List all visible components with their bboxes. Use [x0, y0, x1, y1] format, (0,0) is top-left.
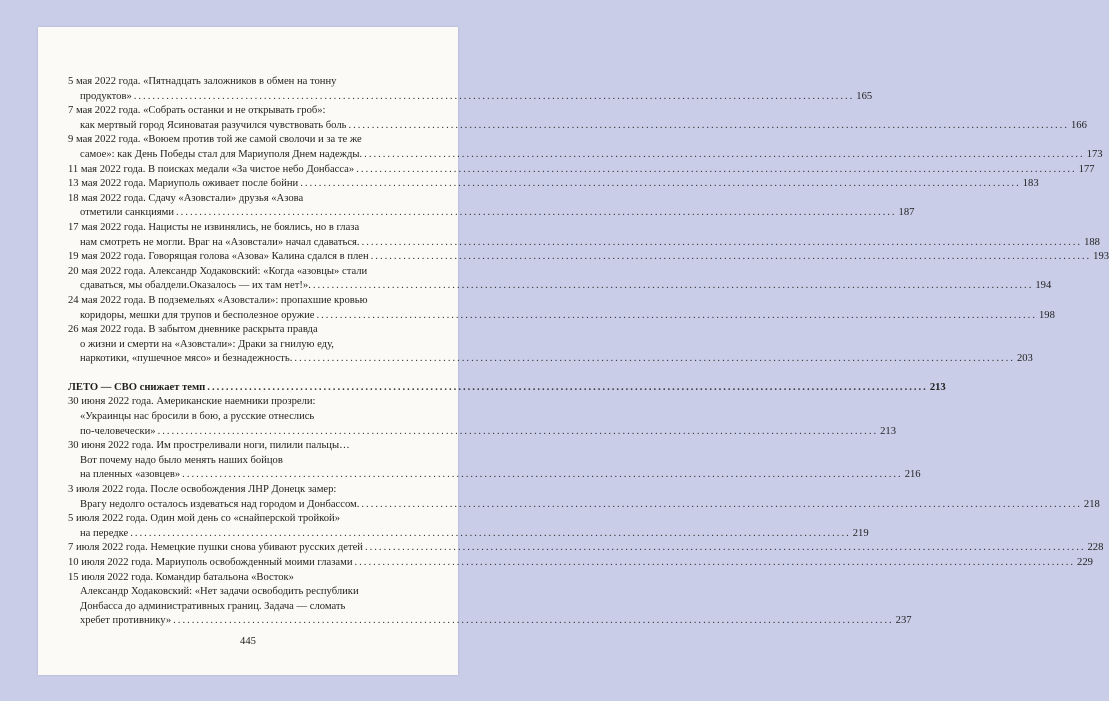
dot-leader [348, 119, 1069, 134]
toc-entry [68, 192, 915, 221]
toc-line: «Украинцы нас бросили в бою, а русские отнеслись [80, 411, 315, 423]
toc-summer-entries [68, 395, 1104, 629]
dot-leader [207, 381, 928, 396]
entry-title: продуктов» [80, 90, 132, 102]
dot-leader [364, 148, 1085, 163]
toc-spring-entries [68, 75, 1109, 367]
section-page-number: 213 [929, 381, 946, 393]
toc-entry [68, 221, 1100, 250]
entry-page-number: 177 [1078, 163, 1095, 175]
entry-title: на передке [80, 527, 129, 539]
entry-page-number: 229 [1077, 557, 1093, 568]
dot-leader [294, 352, 1015, 367]
entry-page-number: 237 [895, 615, 912, 627]
entry-title: самое»: как День Победы стал для Мариуполя Днем надежды. [80, 148, 363, 160]
entry-title: коридоры, мешки для трупов и бесполезное оружие [80, 309, 315, 321]
toc-line [68, 236, 1100, 251]
toc-line [68, 556, 1093, 571]
entry-page-number: 166 [1070, 119, 1087, 131]
toc-line: Донбасса до административных границ. Задача — сломать [80, 600, 346, 612]
toc-entry [68, 439, 921, 483]
toc-line: 3 июля 2022 года. После освобождения ЛНР Донецк замер: [68, 484, 337, 496]
toc-line: 18 мая 2022 года. Сдачу «Азовстали» друзья «Азова [68, 192, 304, 204]
toc-line [68, 498, 1100, 513]
entry-page-number: 193 [1093, 251, 1109, 263]
section-gap [68, 367, 430, 381]
toc-entry [68, 250, 1109, 265]
entry-page-number: 219 [852, 527, 869, 539]
entry-page-number: 173 [1086, 148, 1103, 160]
toc-line: о жизни и смерти на «Азовстали»: Драки за гнилую еду, [80, 338, 334, 350]
entry-title: хребет противнику» [80, 615, 172, 627]
toc-line [68, 250, 1109, 265]
dot-leader [361, 498, 1082, 513]
dot-leader [371, 250, 1092, 265]
toc-line [68, 381, 946, 396]
dot-leader [313, 279, 1034, 294]
entry-title: сдаваться, мы обалдели.Оказалось — их там нет!». [80, 280, 311, 292]
entry-page-number: 228 [1087, 542, 1104, 554]
toc-line [68, 614, 912, 629]
toc-line [68, 541, 1104, 556]
toc-entry [68, 556, 1093, 571]
toc-line: 17 мая 2022 года. Нацисты не извинялись, не боялись, но в глаза [68, 221, 360, 233]
dot-leader [173, 614, 894, 629]
entry-title: нам смотреть не могли. Враг на «Азовстали» начал сдаваться. [80, 236, 360, 248]
toc-line: 9 мая 2022 года. «Воюем против той же самой сволочи и за те же [68, 134, 362, 146]
toc-line: 30 июня 2022 года. Американские наемники прозрели: [68, 396, 316, 408]
entry-page-number: 183 [1022, 178, 1039, 190]
toc-entry [68, 483, 1100, 512]
toc-line: 5 мая 2022 года. «Пятнадцать заложников в обмен на тонну [68, 76, 337, 87]
toc-entry [68, 512, 869, 541]
dot-leader [355, 556, 1076, 571]
entry-page-number: 194 [1035, 280, 1052, 292]
book-page [38, 27, 1109, 675]
dot-leader [130, 527, 851, 542]
toc-line: 5 июля 2022 года. Один мой день со «снайперской тройкой» [68, 513, 340, 525]
toc-line: Александр Ходаковский: «Нет задачи освободить республики [80, 586, 359, 598]
entry-page-number: 203 [1016, 353, 1033, 365]
entry-page-number: 218 [1083, 498, 1100, 510]
toc-entry [68, 541, 1104, 556]
entry-title: наркотики, «пушечное мясо» и безнадежность. [80, 353, 293, 365]
toc-entry [68, 104, 1087, 133]
toc-entry [68, 163, 1095, 178]
dot-leader [300, 177, 1021, 192]
toc-line [68, 352, 1033, 367]
dot-leader [362, 236, 1083, 251]
dot-leader [182, 468, 903, 483]
toc-line [68, 309, 1055, 324]
toc-line [68, 279, 1052, 294]
toc-line [68, 177, 1039, 192]
entry-page-number: 198 [1038, 309, 1055, 321]
toc-section-heading [68, 381, 946, 396]
entry-title: 11 мая 2022 года. В поисках медали «За чистое небо Донбасса» [68, 163, 355, 175]
toc-entry [68, 571, 912, 629]
entry-page-number: 188 [1084, 236, 1100, 248]
dot-leader [176, 206, 897, 221]
toc-line [68, 90, 873, 105]
toc-line [68, 163, 1095, 178]
toc-entry [68, 133, 1103, 162]
toc-line [68, 119, 1087, 134]
dot-leader [365, 541, 1086, 556]
toc-line [68, 468, 921, 483]
entry-title: как мертвый город Ясиноватая разучился чувствовать боль [80, 119, 347, 131]
toc-line: Вот почему надо было менять наших бойцов [80, 454, 283, 466]
toc-entry [68, 395, 897, 439]
entry-title: 10 июля 2022 года. Мариуполь освобожденный моими глазами [68, 557, 353, 568]
entry-page-number: 187 [898, 207, 915, 219]
toc-line [68, 425, 897, 440]
toc-entry [68, 75, 873, 104]
toc-line: 20 мая 2022 года. Александр Ходаковский: «Когда «азовцы» стали [68, 265, 368, 277]
dot-leader [158, 425, 879, 440]
section-title: ЛЕТО — СВО снижает темп [68, 381, 206, 393]
toc-line [68, 148, 1103, 163]
entry-title: отметили санкциями [80, 207, 175, 219]
entry-title: по-человечески» [80, 425, 156, 437]
entry-title: на пленных «азовцев» [80, 469, 181, 481]
toc-entry [68, 177, 1039, 192]
entry-title: Врагу недолго осталось издеваться над городом и Донбассом. [80, 498, 360, 510]
entry-page-number: 213 [880, 425, 897, 437]
entry-title: 19 мая 2022 года. Говорящая голова «Азова» Калина сдался в плен [68, 251, 369, 263]
toc-entry [68, 265, 1052, 294]
toc-entry [68, 294, 1055, 323]
dot-leader [316, 309, 1037, 324]
entry-title: 13 мая 2022 года. Мариуполь оживает после бойни [68, 178, 299, 190]
toc-line: 24 мая 2022 года. В подземельях «Азовстали»: пропахшие кровью [68, 294, 368, 306]
toc-line: 26 мая 2022 года. В забытом дневнике раскрыта правда [68, 324, 318, 336]
toc-line: 7 мая 2022 года. «Собрать останки и не открывать гроб»: [68, 105, 326, 117]
entry-page-number: 165 [856, 90, 873, 102]
entry-title: 7 июля 2022 года. Немецкие пушки снова убивают русских детей [68, 542, 363, 554]
toc-line: 15 июля 2022 года. Командир батальона «Восток» [68, 571, 294, 583]
table-of-contents [68, 75, 1109, 629]
toc-line [68, 206, 915, 221]
page-number-footer: 445 [240, 636, 256, 647]
toc-line: 30 июня 2022 года. Им простреливали ноги, пилили пальцы… [68, 440, 350, 452]
dot-leader [134, 90, 855, 105]
dot-leader [356, 163, 1077, 178]
toc-line [68, 527, 869, 542]
entry-page-number: 216 [904, 469, 921, 481]
toc-entry [68, 323, 1033, 367]
